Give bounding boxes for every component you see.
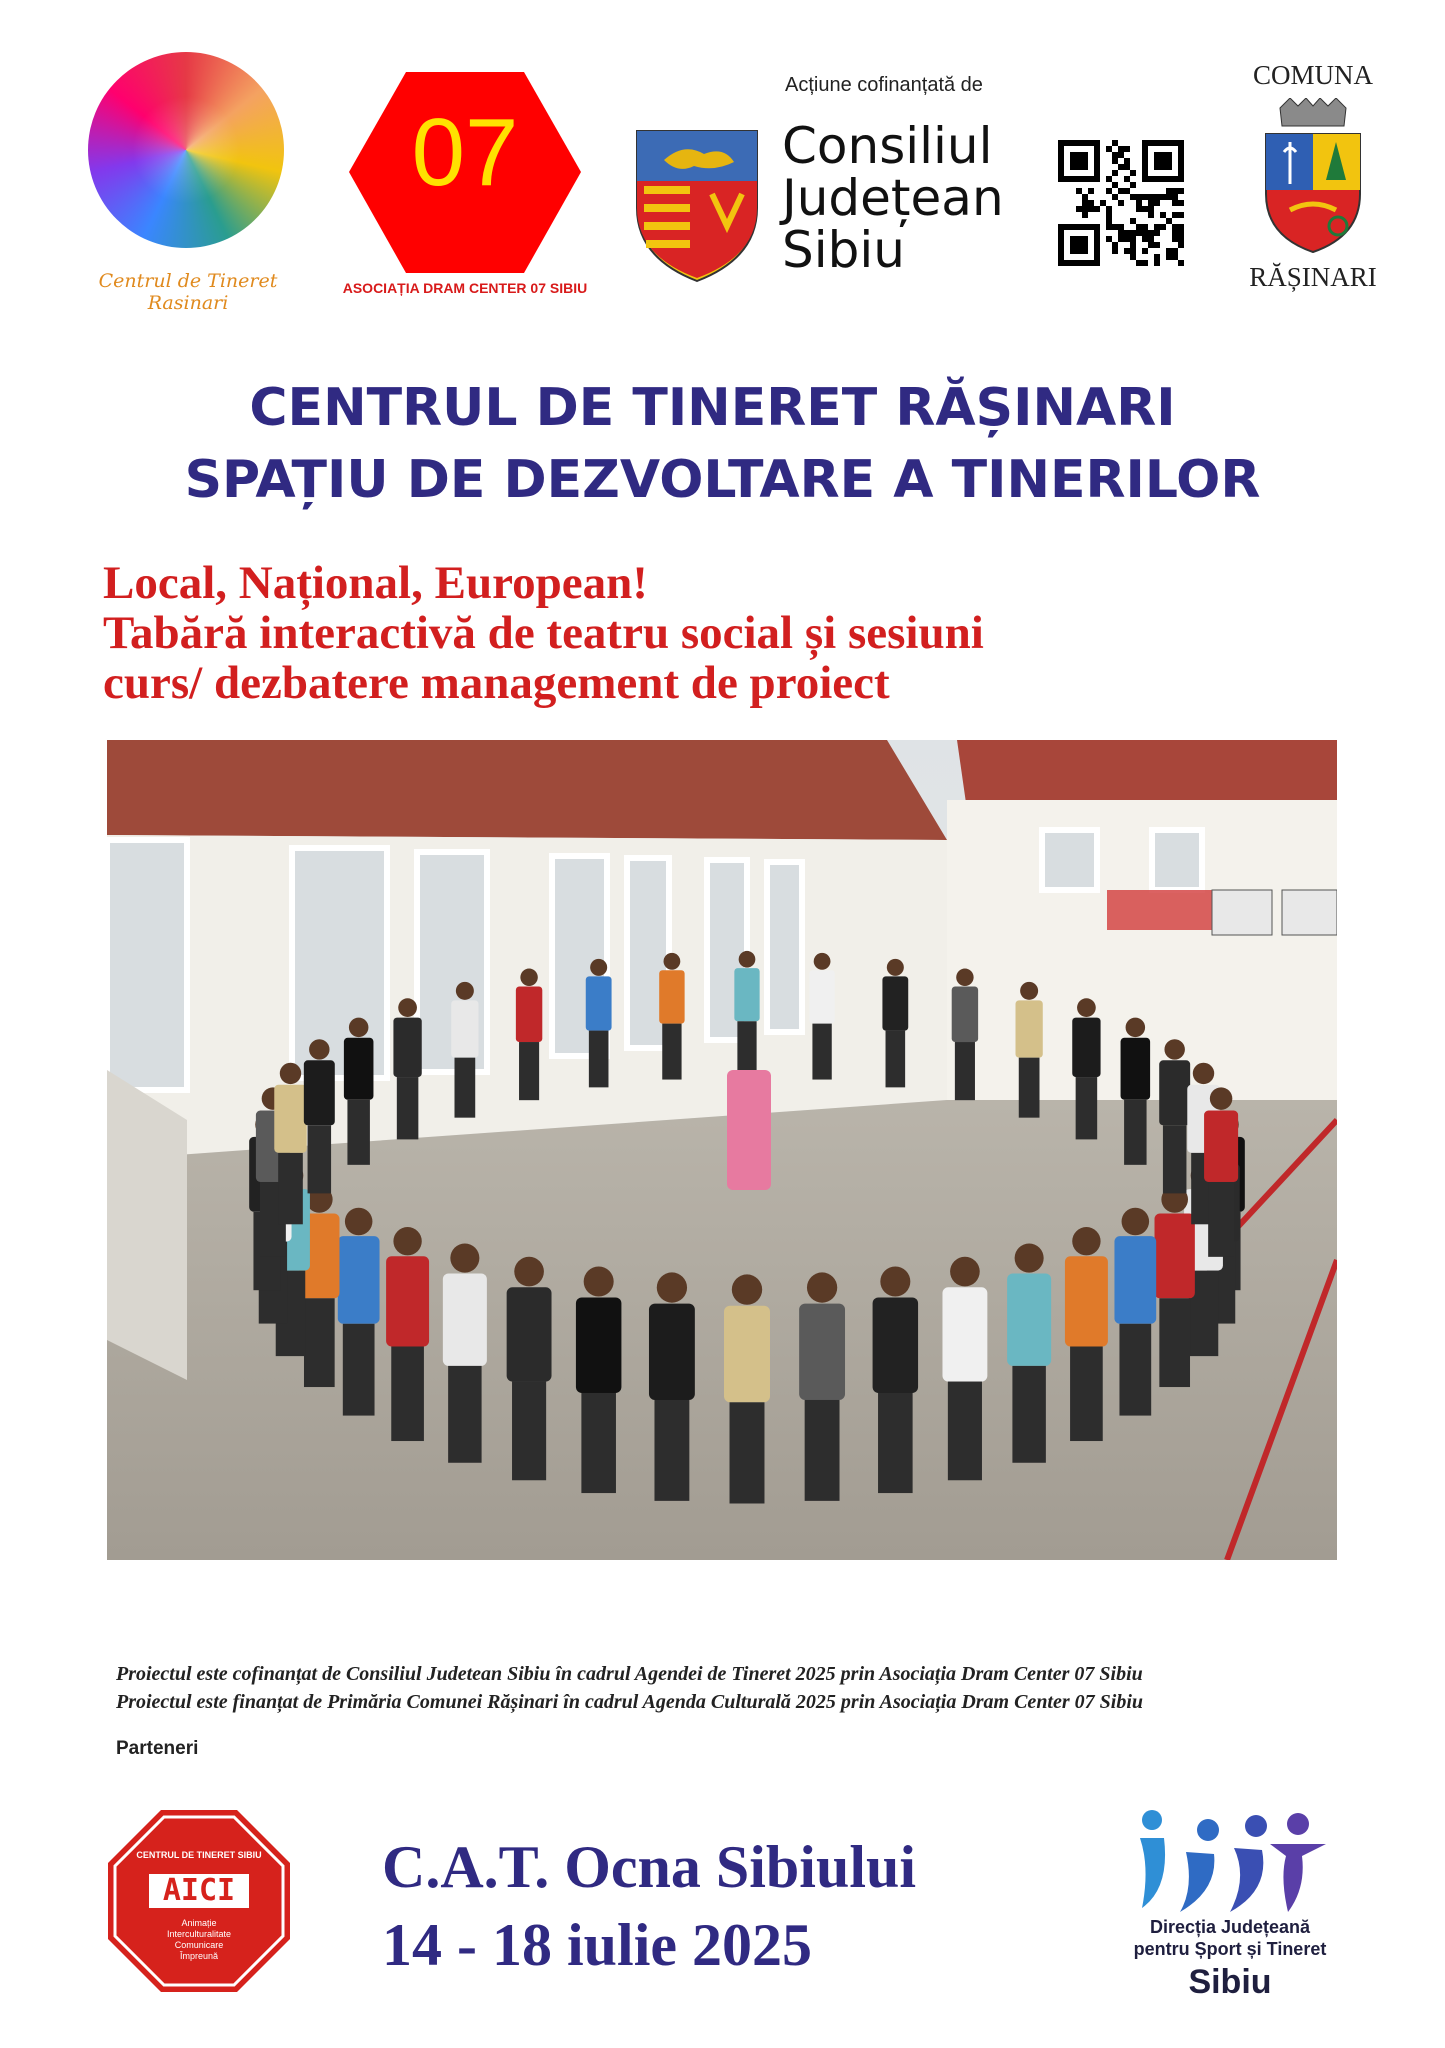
djst-name [1090,1916,1370,2004]
centru-logo-caption: Centrul de Tineret Rasinari [98,270,278,314]
djst-city: Sibiu [1188,1963,1272,2001]
djst-people-icon [1130,1808,1330,1918]
youth-circle-photo-icon [107,740,1337,1560]
consiliu-line-3: Sibiu [782,221,905,279]
camp-photo [107,740,1337,1560]
dram-center-logo [342,70,588,300]
subtitle-line-3: curs/ dezbatere management de proiect [103,657,890,709]
event-info [382,1828,916,1984]
subtitle-line-1: Local, Național, European! [103,557,648,609]
colorful-dancers-icon [88,52,284,248]
aici-bottom-text: Animație Interculturalitate Comunicare Împreună [166,1918,232,1961]
djst-line-1: Direcția Județeană [1149,1917,1311,1937]
comuna-label-top: COMUNA [1252,60,1373,90]
funding-line-1: Proiectul este cofinanțat de Consiliul Judetean Sibiu în cadrul Agendei de Tineret 2025 prin Asociația Dram Center 07 Sibiu [116,1663,1143,1685]
djst-line-2: pentru Șport și Tineret [1133,1939,1327,1959]
poster-subtitle [103,558,1403,708]
funding-statement [116,1660,1416,1716]
funding-line-2: Proiectul este finanțat de Primăria Comunei Rășinari în cadrul Agenda Culturală 2025 prin Asociația Dram Center 07 Sibiu [116,1691,1144,1713]
title-line-1: CENTRUL DE TINERET RĂȘINARI [249,378,1176,438]
consiliu-line-2: Județean [782,169,1004,227]
rasinari-shield-icon [1260,98,1366,254]
poster-title [0,372,1445,516]
cofinantare-label: Acțiune cofinanțată de [785,74,983,96]
title-line-2: SPAȚIU DE DEZVOLTARE A TINERILOR [184,450,1261,510]
centru-tineret-logo [78,52,298,312]
subtitle-line-2: Tabără interactivă de teatru social și sesiuni [103,607,984,659]
event-location: C.A.T. Ocna Sibiului [382,1834,917,1900]
aici-stop-logo [106,1808,292,1994]
dram-number: 07 [411,99,519,206]
dram-caption: ASOCIAȚIA DRAM CENTER 07 SIBIU [342,280,588,296]
qr-code-icon[interactable] [1058,140,1184,266]
consiliu-line-1: Consiliul [782,117,993,175]
aici-top-text: CENTRUL DE TINERET SIBIU [136,1850,262,1860]
comuna-label-bottom: RĂȘINARI [1249,262,1377,292]
consiliul-judetean-name [782,117,1004,279]
sibiu-county-shield-icon [634,128,760,284]
partners-label: Parteneri [116,1738,199,1759]
event-dates: 14 - 18 iulie 2025 [382,1912,812,1978]
aici-main-text: AICI [149,1874,249,1908]
